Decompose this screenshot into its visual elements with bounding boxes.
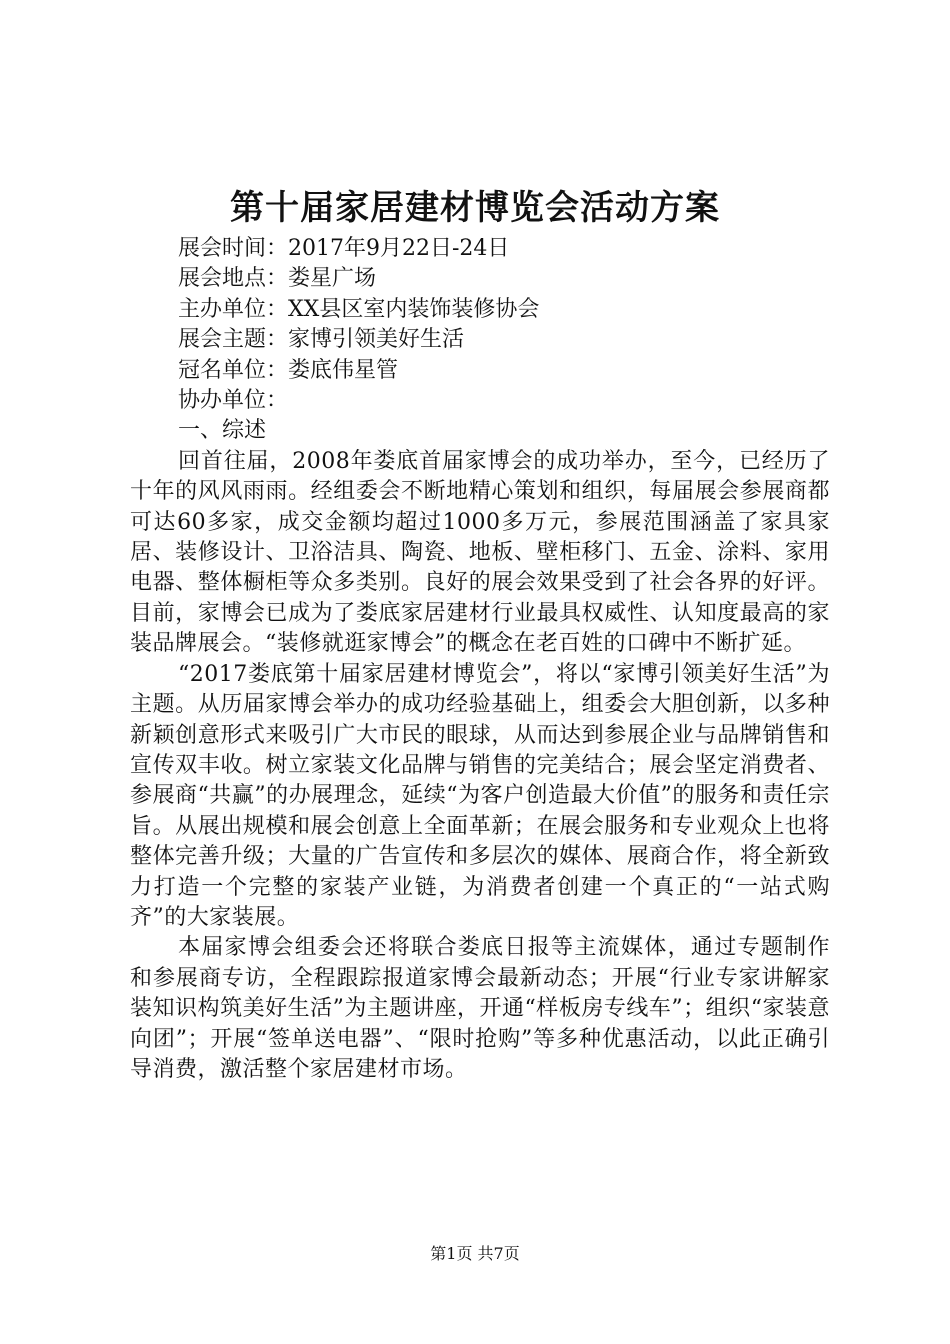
exhibition-location: 展会地点：娄星广场	[178, 266, 377, 292]
document-title: 第十届家居建材博览会活动方案	[230, 188, 720, 228]
paragraph-theme: “2017娄底第十届家居建材博览会”，将以“家博引领美好生活”为主题。从历届家博会举办的成功经验基础上，组委会大胆创新，以多种新颖创意形式来吸引广大市民的眼球，从而达到参展企业与品牌销售和宣传双丰收。树立家装文化品牌与销售的完美结合；展会坚定消费者、参展商“共赢”的办展理念，延续“为客户创造最大价值”的服务和责任宗旨。从展出规模和展会创意上全面革新；在展会服务和专业观众上也将整体完善升级；大量的广告宣传和多层次的媒体、展商合作，将全新致力打造一个完整的家装产业链，为消费者创建一个真正的“一站式购齐”的大家装展。	[130, 661, 830, 930]
section-heading-overview: 一、综述	[178, 418, 267, 444]
organizer: 主办单位：XX县区室内装饰装修协会	[178, 296, 540, 322]
paragraph-history: 回首往届，2008年娄底首届家博会的成功举办，至今，已经历了十年的风风雨雨。经组委会不断地精心策划和组织，每届展会参展商都可达60多家，成交金额均超过1000多万元，参展范围涵盖了家具家居、装修设计、卫浴洁具、陶瓷、地板、壁柜移门、五金、涂料、家用电器、整体橱柜等众多类别。良好的展会效果受到了社会各界的好评。目前，家博会已成为了娄底家居建材行业最具权威性、认知度最高的家装品牌展会。“装修就逛家博会”的概念在老百姓的口碑中不断扩延。	[130, 448, 830, 657]
exhibition-theme: 展会主题：家博引领美好生活	[178, 327, 465, 353]
page-footer: 第1页 共7页	[430, 1244, 520, 1263]
title-sponsor: 冠名单位：娄底伟星管	[178, 357, 399, 383]
paragraph-media: 本届家博会组委会还将联合娄底日报等主流媒体，通过专题制作和参展商专访，全程跟踪报道家博会最新动态；开展“行业专家讲解家装知识构筑美好生活”为主题讲座，开通“样板房专线车”；组织“家装意向团”；开展“签单送电器”、“限时抢购”等多种优惠活动，以此正确引导消费，激活整个家居建材市场。	[130, 935, 830, 1082]
co-organizer: 协办单位：	[178, 388, 289, 414]
document-body	[130, 234, 830, 1085]
exhibition-time: 展会时间：2017年9月22日-24日	[178, 236, 510, 261]
